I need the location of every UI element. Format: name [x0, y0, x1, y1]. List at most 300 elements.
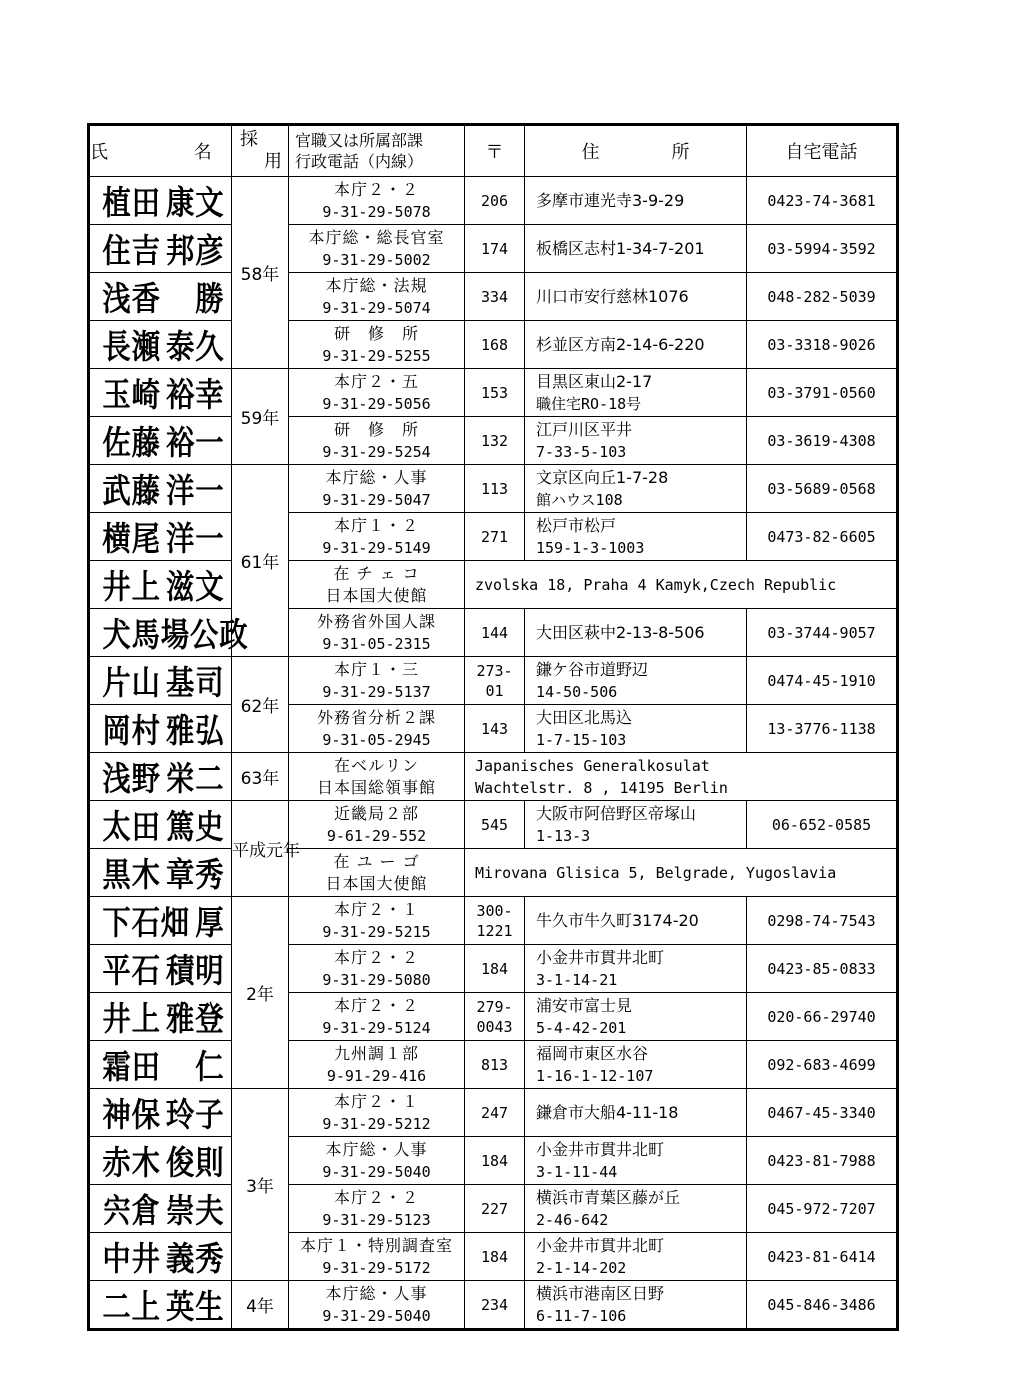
staff-name-text	[97, 225, 224, 272]
table-row	[89, 897, 898, 945]
table-row	[89, 1233, 898, 1281]
address-line2: 2-46-642	[536, 1210, 609, 1229]
staff-name-text	[97, 417, 224, 464]
department-cell	[289, 1281, 465, 1330]
extension: 9-31-29-5080	[322, 970, 431, 989]
department-cell	[289, 801, 465, 849]
address-line1: 多摩市連光寺3-9-29	[536, 190, 685, 210]
postal-code: 234	[465, 1281, 525, 1330]
header-dept	[289, 125, 465, 177]
postal-code-part: 273-	[476, 661, 513, 680]
address	[525, 225, 747, 273]
staff-given-name: 基司	[165, 663, 224, 702]
hire-year: 61年	[232, 465, 289, 657]
table-row	[89, 465, 898, 513]
staff-name-text	[97, 321, 224, 368]
staff-surname: 武藤	[101, 471, 161, 510]
staff-name-text	[97, 945, 224, 992]
staff-name	[89, 321, 224, 369]
postal-code: 144	[465, 609, 525, 657]
staff-surname: 長瀬	[101, 327, 161, 366]
department-cell	[289, 369, 465, 417]
hire-year: 3年	[232, 1089, 289, 1281]
address-line1: 江戸川区平井	[536, 419, 633, 439]
extension: 9-31-29-5124	[322, 1018, 431, 1037]
home-phone: 03-3744-9057	[747, 609, 898, 657]
staff-given-name: 仁	[194, 1047, 224, 1086]
department: 外務省外国人課	[316, 611, 436, 631]
staff-name	[89, 1281, 224, 1330]
home-phone: 048-282-5039	[747, 273, 898, 321]
staff-given-name: 玲子	[165, 1095, 224, 1134]
address-line2: 職住宅RO-18号	[536, 394, 642, 413]
home-phone: 092-683-4699	[747, 1041, 898, 1089]
address	[525, 1185, 747, 1233]
home-phone: 0473-82-6605	[747, 513, 898, 561]
staff-surname: 下石畑	[101, 903, 190, 942]
address-line1: 大田区萩中2-13-8-506	[536, 622, 705, 642]
home-phone: 06-652-0585	[747, 801, 898, 849]
address-line1: 横浜市港南区日野	[536, 1283, 665, 1303]
staff-surname: 佐藤	[101, 423, 161, 462]
staff-name-text	[97, 1041, 224, 1088]
department: 在ベルリン	[333, 755, 419, 775]
staff-surname: 霜田	[101, 1047, 161, 1086]
staff-surname: 玉崎	[101, 375, 161, 414]
department-cell	[289, 945, 465, 993]
directory-body	[89, 177, 898, 1330]
department-cell	[289, 705, 465, 753]
table-row	[89, 801, 898, 849]
staff-surname: 神保	[101, 1095, 161, 1134]
address	[525, 993, 747, 1041]
department-cell	[289, 657, 465, 705]
department-cell	[289, 753, 465, 801]
staff-given-name: 義秀	[165, 1239, 224, 1278]
header-year	[232, 125, 289, 177]
address-line2: 6-11-7-106	[536, 1306, 627, 1325]
staff-surname: 太田	[101, 807, 161, 846]
staff-name-text	[97, 753, 224, 800]
header-dept-line1: 官職又は所属部課	[295, 131, 424, 150]
home-phone: 03-5994-3592	[747, 225, 898, 273]
staff-name-text	[97, 609, 249, 656]
overseas-address-line1: zvolska 18, Praha 4 Kamyk,Czech Republic	[475, 575, 837, 594]
staff-surname: 横尾	[101, 519, 161, 558]
table-row	[89, 369, 898, 417]
hire-year: 58年	[232, 177, 289, 369]
department: 本庁総・人事	[325, 1283, 428, 1303]
staff-name	[89, 705, 224, 753]
address-line1: 杉並区方南2-14-6-220	[536, 334, 705, 354]
home-phone: 13-3776-1138	[747, 705, 898, 753]
overseas-address	[465, 561, 898, 609]
staff-name	[89, 897, 224, 945]
department-cell	[289, 177, 465, 225]
extension: 9-31-29-5254	[322, 442, 431, 461]
address-line2: 1-16-1-12-107	[536, 1066, 654, 1085]
table-row	[89, 321, 898, 369]
address	[525, 417, 747, 465]
staff-name	[89, 945, 224, 993]
extension: 9-31-29-5123	[322, 1210, 431, 1229]
address-line1: 横浜市青葉区藤が丘	[536, 1187, 681, 1207]
address-line1: 松戸市松戸	[536, 515, 617, 535]
header-zip: 〒	[465, 125, 525, 177]
table-row	[89, 1281, 898, 1330]
department: 本庁２・２	[333, 995, 419, 1015]
postal-code: 184	[465, 945, 525, 993]
overseas-address-line1: Japanisches Generalkosulat	[475, 756, 710, 775]
staff-name-text	[97, 1185, 224, 1232]
postal-code: 184	[465, 1233, 525, 1281]
staff-surname: 井上	[101, 999, 161, 1038]
department: 九州調１部	[333, 1043, 419, 1063]
staff-surname: 片山	[101, 663, 161, 702]
postal-code: 174	[465, 225, 525, 273]
postal-code: 184	[465, 1137, 525, 1185]
extension: 日本国総領事館	[316, 777, 436, 797]
staff-surname: 植田	[101, 183, 161, 222]
department: 本庁２・五	[333, 371, 419, 391]
staff-name-text	[97, 801, 224, 848]
postal-code: 168	[465, 321, 525, 369]
staff-name-text	[97, 1233, 224, 1280]
staff-surname: 平石	[101, 951, 161, 990]
table-row	[89, 417, 898, 465]
department-cell	[289, 1137, 465, 1185]
staff-directory	[87, 123, 896, 1331]
postal-code-part: 300-	[476, 901, 513, 920]
staff-surname: 宍倉	[101, 1191, 161, 1230]
address	[525, 273, 747, 321]
postal-code: 334	[465, 273, 525, 321]
extension: 9-31-29-5002	[322, 250, 431, 269]
address-line2: 14-50-506	[536, 682, 618, 701]
staff-surname: 黒木	[101, 855, 161, 894]
staff-name	[89, 801, 224, 849]
staff-given-name: 裕幸	[165, 375, 224, 414]
staff-given-name: 厚	[194, 903, 224, 942]
staff-surname: 岡村	[101, 711, 161, 750]
department: 近畿局２部	[333, 803, 419, 823]
department-cell	[289, 225, 465, 273]
home-phone: 045-846-3486	[747, 1281, 898, 1330]
header-row	[89, 125, 898, 177]
table-row	[89, 225, 898, 273]
staff-name	[89, 1185, 224, 1233]
department-cell	[289, 1089, 465, 1137]
address-line2: 2-1-14-202	[536, 1258, 627, 1277]
extension: 9-31-29-5040	[322, 1162, 431, 1181]
postal-code-part: 0043	[476, 1017, 513, 1036]
postal-code: 113	[465, 465, 525, 513]
staff-name	[89, 1041, 224, 1089]
department: 本庁２・１	[333, 1091, 419, 1111]
hire-year: 63年	[232, 753, 289, 801]
postal-code	[465, 993, 525, 1041]
department-cell	[289, 897, 465, 945]
staff-name	[89, 369, 224, 417]
department: 在 ユ ー ゴ	[333, 851, 420, 871]
address-line1: 文京区向丘1-7-28	[536, 467, 669, 487]
address	[525, 465, 747, 513]
department-cell	[289, 417, 465, 465]
department-cell	[289, 465, 465, 513]
address-line1: 小金井市貫井北町	[536, 1235, 665, 1255]
staff-name	[89, 1233, 224, 1281]
postal-code: 813	[465, 1041, 525, 1089]
address-line1: 目黒区東山2-17	[536, 371, 653, 391]
postal-code: 271	[465, 513, 525, 561]
address	[525, 945, 747, 993]
department: 本庁１・特別調査室	[299, 1235, 453, 1255]
department: 本庁総・人事	[325, 1139, 428, 1159]
extension: 9-31-29-5212	[322, 1114, 431, 1133]
table-row	[89, 1137, 898, 1185]
home-phone: 03-3619-4308	[747, 417, 898, 465]
staff-name-text	[97, 273, 224, 320]
postal-code: 247	[465, 1089, 525, 1137]
staff-name	[89, 657, 224, 705]
department-cell	[289, 561, 465, 609]
department-cell	[289, 849, 465, 897]
address-line2: 5-4-42-201	[536, 1018, 627, 1037]
extension: 9-31-29-5047	[322, 490, 431, 509]
address	[525, 801, 747, 849]
staff-given-name: 公政	[189, 615, 249, 654]
department-cell	[289, 513, 465, 561]
staff-name-text	[97, 561, 224, 608]
staff-surname: 住吉	[101, 231, 161, 270]
header-year-bottom: 用	[264, 151, 282, 172]
staff-name	[89, 417, 224, 465]
staff-given-name: 雅弘	[165, 711, 224, 750]
hire-year: 平成元年	[232, 801, 289, 897]
staff-name	[89, 177, 224, 225]
home-phone: 03-5689-0568	[747, 465, 898, 513]
staff-name	[89, 849, 224, 897]
staff-name	[89, 465, 224, 513]
table-row	[89, 273, 898, 321]
extension: 9-31-29-5137	[322, 682, 431, 701]
department-cell	[289, 1041, 465, 1089]
staff-name-text	[97, 369, 224, 416]
staff-given-name: 英生	[165, 1287, 224, 1326]
staff-given-name: 積明	[165, 951, 224, 990]
address-line1: 小金井市貫井北町	[536, 1139, 665, 1159]
postal-code: 132	[465, 417, 525, 465]
address-line1: 大田区北馬込	[536, 707, 633, 727]
department-cell	[289, 1233, 465, 1281]
department: 本庁１・三	[333, 659, 419, 679]
staff-name-text	[97, 1281, 224, 1328]
address-line1: 川口市安行慈林1076	[536, 286, 689, 306]
hire-year: 4年	[232, 1281, 289, 1330]
postal-code: 545	[465, 801, 525, 849]
department: 本庁総・法規	[325, 275, 428, 295]
home-phone: 0423-85-0833	[747, 945, 898, 993]
staff-given-name: 栄二	[165, 759, 224, 798]
department: 研 修 所	[333, 419, 419, 439]
table-row	[89, 513, 898, 561]
postal-code: 227	[465, 1185, 525, 1233]
overseas-address	[465, 753, 898, 801]
home-phone: 045-972-7207	[747, 1185, 898, 1233]
staff-surname: 二上	[101, 1287, 161, 1326]
department: 本庁総・総長官室	[308, 227, 445, 247]
staff-name	[89, 1089, 224, 1137]
overseas-address	[465, 849, 898, 897]
address-line2: 1-13-3	[536, 826, 591, 845]
postal-code-part: 01	[485, 681, 504, 700]
department: 在 チ ェ コ	[333, 563, 420, 583]
staff-given-name: 崇夫	[165, 1191, 224, 1230]
address-line1: 小金井市貫井北町	[536, 947, 665, 967]
address-line2: 159-1-3-1003	[536, 538, 645, 557]
extension: 9-61-29-552	[326, 826, 427, 845]
staff-given-name: 泰久	[165, 327, 224, 366]
extension: 9-31-29-5215	[322, 922, 431, 941]
address	[525, 705, 747, 753]
staff-given-name: 章秀	[165, 855, 224, 894]
address-line1: 牛久市牛久町3174-20	[536, 910, 699, 930]
staff-name	[89, 993, 224, 1041]
address	[525, 513, 747, 561]
department-cell	[289, 321, 465, 369]
extension: 9-31-29-5255	[322, 346, 431, 365]
address	[525, 897, 747, 945]
staff-name-text	[97, 897, 224, 944]
home-phone: 0474-45-1910	[747, 657, 898, 705]
address-line1: 板橋区志村1-34-7-201	[536, 238, 705, 258]
staff-surname: 中井	[101, 1239, 161, 1278]
staff-given-name: 邦彦	[165, 231, 224, 270]
staff-name	[89, 753, 224, 801]
staff-name	[89, 609, 249, 657]
table-row	[89, 945, 898, 993]
table-row	[89, 657, 898, 705]
staff-given-name: 康文	[165, 183, 224, 222]
address-line1: 浦安市富士見	[536, 995, 633, 1015]
staff-given-name: 洋一	[165, 471, 224, 510]
table-row	[89, 1041, 898, 1089]
address-line1: 大阪市阿倍野区帝塚山	[536, 803, 697, 823]
extension: 9-31-29-5056	[322, 394, 431, 413]
staff-name-text	[97, 705, 224, 752]
staff-given-name: 雅登	[165, 999, 224, 1038]
home-phone: 0467-45-3340	[747, 1089, 898, 1137]
department: 本庁総・人事	[325, 467, 428, 487]
staff-name-text	[97, 993, 224, 1040]
department: 研 修 所	[333, 323, 419, 343]
address-line2: 3-1-14-21	[536, 970, 618, 989]
staff-surname: 犬馬場	[101, 615, 190, 654]
header-address: 住 所	[525, 125, 747, 177]
address-line1: 福岡市東区水谷	[536, 1043, 649, 1063]
staff-surname: 浅香	[101, 279, 161, 318]
staff-name-text	[97, 657, 224, 704]
staff-name-text	[97, 849, 224, 896]
staff-given-name: 洋一	[165, 519, 224, 558]
extension: 9-31-29-5149	[322, 538, 431, 557]
address	[525, 321, 747, 369]
address	[525, 1041, 747, 1089]
address-line2: 7-33-5-103	[536, 442, 627, 461]
table-row	[89, 609, 898, 657]
table-row	[89, 993, 898, 1041]
address-line2: 館ハウス108	[536, 490, 623, 509]
extension: 9-31-29-5074	[322, 298, 431, 317]
home-phone: 0423-81-6414	[747, 1233, 898, 1281]
staff-name	[89, 1137, 224, 1185]
department: 本庁１・２	[333, 515, 419, 535]
department-cell	[289, 609, 465, 657]
staff-name-text	[97, 465, 224, 512]
hire-year: 62年	[232, 657, 289, 753]
address	[525, 1233, 747, 1281]
header-year-top: 採	[240, 129, 258, 150]
department-cell	[289, 993, 465, 1041]
table-row	[89, 561, 898, 609]
postal-code: 143	[465, 705, 525, 753]
overseas-address-line1: Mirovana Glisica 5, Belgrade, Yugoslavia	[475, 863, 837, 882]
department: 本庁２・２	[333, 179, 419, 199]
postal-code-part: 1221	[476, 921, 513, 940]
staff-surname: 浅野	[101, 759, 161, 798]
postal-code	[465, 897, 525, 945]
staff-given-name: 裕一	[165, 423, 224, 462]
department: 本庁２・２	[333, 1187, 419, 1207]
extension: 9-31-05-2315	[322, 634, 431, 653]
address	[525, 1137, 747, 1185]
department-cell	[289, 273, 465, 321]
address	[525, 1089, 747, 1137]
staff-name	[89, 561, 224, 609]
staff-name-text	[97, 177, 224, 224]
table-row	[89, 1185, 898, 1233]
address-line1: 鎌倉市大船4-11-18	[536, 1102, 679, 1122]
postal-code	[465, 657, 525, 705]
staff-name	[89, 513, 224, 561]
address	[525, 369, 747, 417]
address-line1: 鎌ケ谷市道野辺	[536, 659, 649, 679]
hire-year: 2年	[232, 897, 289, 1089]
address	[525, 1281, 747, 1330]
postal-code-part: 279-	[476, 997, 513, 1016]
department: 本庁２・２	[333, 947, 419, 967]
home-phone: 03-3791-0560	[747, 369, 898, 417]
staff-name-text	[97, 1137, 224, 1184]
staff-given-name: 滋文	[165, 567, 224, 606]
home-phone: 03-3318-9026	[747, 321, 898, 369]
address-line2: 1-7-15-103	[536, 730, 627, 749]
address	[525, 657, 747, 705]
extension: 9-91-29-416	[326, 1066, 427, 1085]
extension: 9-31-29-5040	[322, 1306, 431, 1325]
staff-surname: 井上	[101, 567, 161, 606]
address-line2: 3-1-11-44	[536, 1162, 618, 1181]
header-dept-line2: 行政電話（内線）	[295, 152, 424, 171]
table-row	[89, 1089, 898, 1137]
staff-name	[89, 225, 224, 273]
staff-name	[89, 273, 224, 321]
postal-code: 206	[465, 177, 525, 225]
table-row	[89, 177, 898, 225]
staff-surname: 赤木	[101, 1143, 161, 1182]
department: 本庁２・１	[333, 899, 419, 919]
overseas-address-line2: Wachtelstr. 8 , 14195 Berlin	[475, 778, 728, 797]
